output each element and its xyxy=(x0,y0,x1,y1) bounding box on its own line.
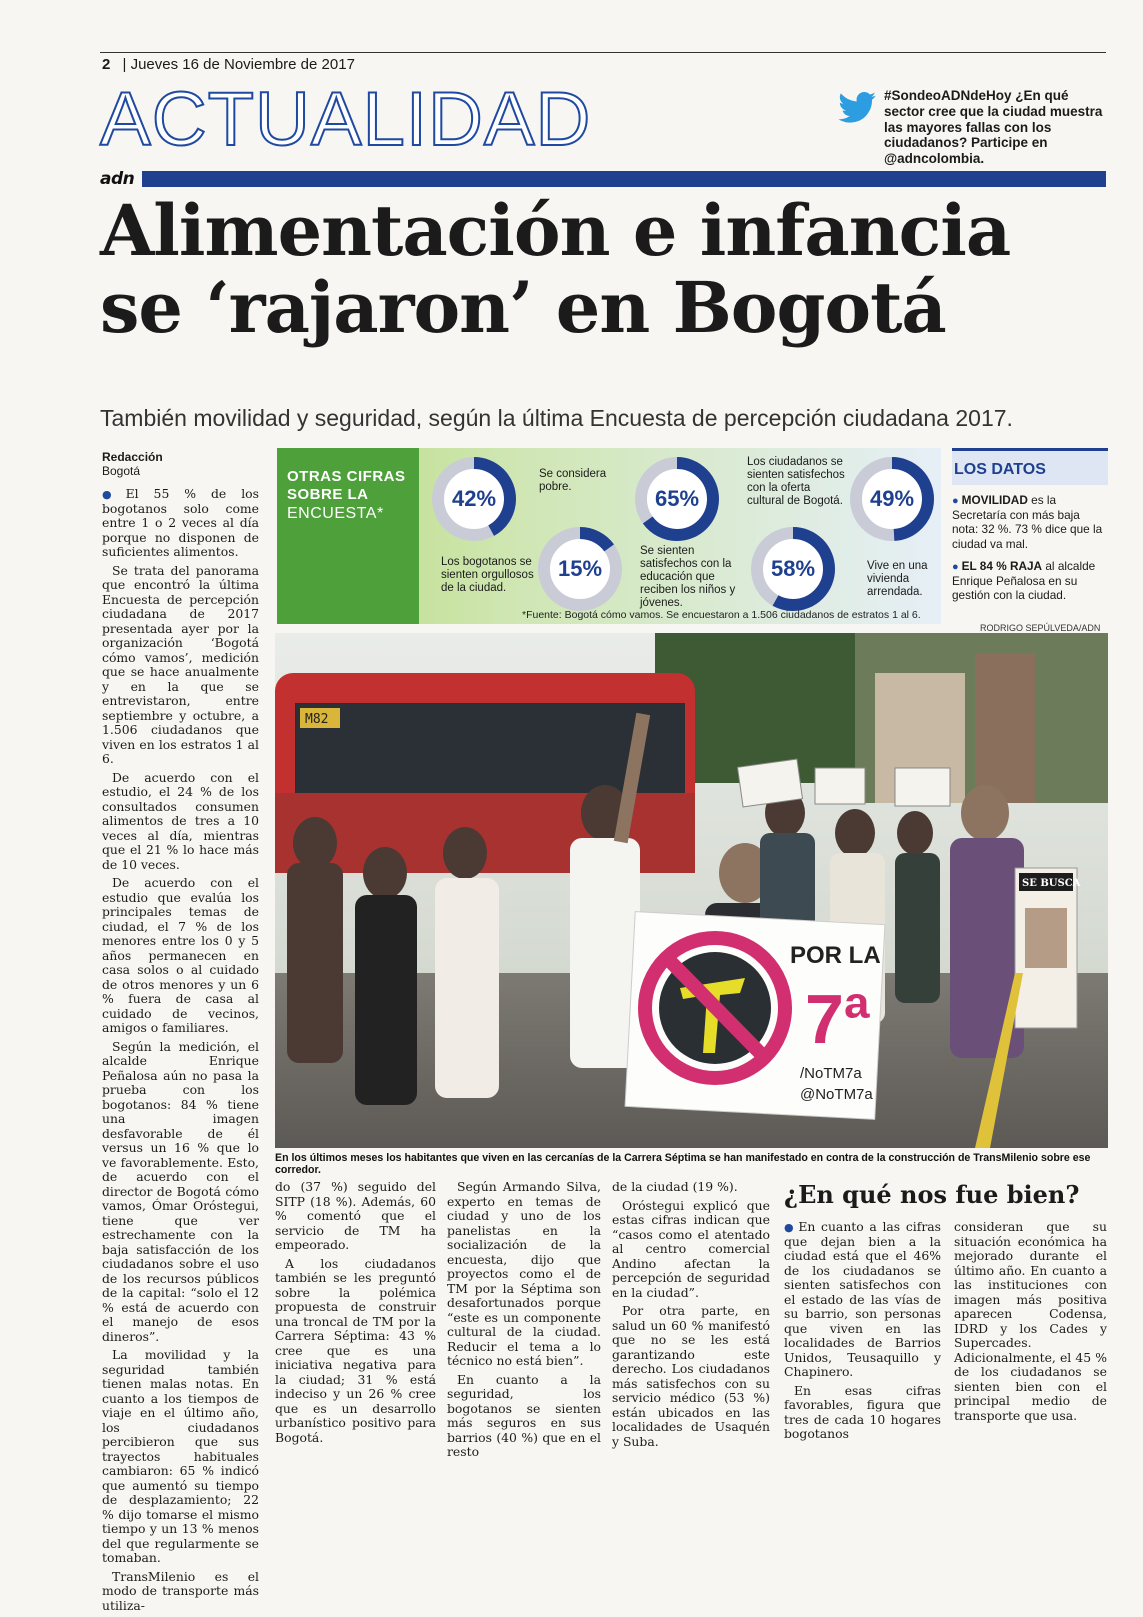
stat-value: 49% xyxy=(869,486,915,511)
infobox-label-line: SOBRE LA xyxy=(287,486,369,503)
paragraph-text: El 55 % de los bogotanos solo come entre 1 o 2 veces al día porque no disponen de suficientes alimentos. xyxy=(102,486,259,560)
stat-caption: Los bogotanos se sienten orgullosos de la ciudad. xyxy=(441,556,534,594)
paragraph: De acuerdo con el estudio, el 24 % de los consultados consumen alimentos de tres a 10 veces al día, mientras que el 21 % lo hace más de 10 veces. xyxy=(102,769,259,872)
stat-caption: Vive en una vivienda arrendada. xyxy=(867,560,928,598)
brand-bar-fill xyxy=(142,171,1106,187)
byline xyxy=(102,450,163,479)
paragraph: En esas cifras favorables, figura que tres de cada 10 hogares bogotanos xyxy=(784,1382,941,1442)
headline-line-2: se ‘rajaron’ en Bogotá xyxy=(100,266,946,349)
paragraph: La movilidad y la seguridad también tienen malas notas. En cuanto a los tiempos de viaje en el último año, los ciudadanos percibieron que sus trayectos habituales cambiaron: 65 % indicó que aumentó su tiempo de desplazamiento; 22 % dijo tomarse el mismo tiempo y un 13 % menos del que regularmente se tomaban. xyxy=(102,1347,259,1566)
twitter-bird-icon xyxy=(838,92,876,122)
adn-logo: adn xyxy=(100,169,135,189)
photo-caption: En los últimos meses los habitantes que viven en las cercanías de la Carrera Séptima se han manifestado en contra de la construcción de TransMilenio sobre ese corredor. xyxy=(275,1152,1091,1176)
stat-value: 15% xyxy=(557,556,603,581)
paragraph: TransMilenio es el modo de transporte más utiliza- xyxy=(102,1568,259,1613)
stat-ring xyxy=(750,526,836,612)
paragraph-text: En cuanto a las cifras que dejan bien a la ciudad está que el 46% de los ciudadanos se sienten satisfechos con el estado de las vías de su barrio, son personas que viven en las localidades de Barrios Unidos, Teusaquillo y Chapinero. xyxy=(784,1219,941,1380)
paragraph: de la ciudad (19 %). xyxy=(612,1179,738,1194)
subhead: ¿En qué nos fue bien? xyxy=(784,1180,1080,1209)
wanted-poster xyxy=(1015,868,1081,1028)
dato-lead: MOVILIDAD xyxy=(961,493,1028,507)
stat-ring xyxy=(849,456,935,542)
sign-text-por-la: POR LA xyxy=(790,942,881,969)
brand-bar xyxy=(100,170,1106,188)
dato-item xyxy=(952,559,1108,603)
paragraph: do (37 %) seguido del SITP (18 %). Además, 60 % comentó que el servicio de TM ha empeorado. xyxy=(275,1179,436,1252)
article-column-3 xyxy=(447,1180,601,1464)
protest-photo-illustration xyxy=(275,633,1108,1148)
dato-text: es la Secretaría con más baja nota: 32 %. 73 % dice que la ciudad va mal. xyxy=(952,493,1103,551)
paragraph: Según la medición, el alcalde Enrique Peñalosa aún no pasa la prueba con los bogotanos: 84 % tiene una imagen desfavorable de él versus un 16 % que lo ve favorablemente. Esto, de acuerdo con el director de Bogotá cómo vamos, Ómar Oróstegui, tiene que ver estrechamente con la baja satisfacción de los ciudadanos sobre el uso de los recursos públicos de la capital: “solo el 12 % está de acuerdo con el manejo de esos dineros”. xyxy=(102,1038,259,1344)
paragraph xyxy=(784,1220,941,1380)
dato-text: al alcalde Enrique Peñalosa en su gestión con la ciudad. xyxy=(952,558,1096,602)
byline-author: Redacción xyxy=(102,450,163,464)
protest-sign xyxy=(625,912,885,1120)
deck: También movilidad y seguridad, según la última Encuesta de percepción ciudadana 2017. xyxy=(100,405,1013,431)
stat-ring xyxy=(634,456,720,542)
sign-facebook: /NoTM7a xyxy=(800,1065,862,1082)
bullet-icon: ● xyxy=(784,1221,796,1234)
page-number: 2 xyxy=(102,56,111,73)
stat-caption: Se considera pobre. xyxy=(539,468,607,493)
stat-value: 42% xyxy=(451,486,497,511)
infobox-label-line: OTRAS CIFRAS xyxy=(287,468,406,485)
article-column-2 xyxy=(275,1180,436,1449)
sign-text-7a: 7ª xyxy=(805,980,870,1058)
sign-twitter: @NoTM7a xyxy=(800,1086,873,1103)
bullet-icon: ● xyxy=(102,488,123,501)
stat-value: 58% xyxy=(770,556,816,581)
paragraph: En cuanto a la seguridad, los bogotanos se sienten más seguros en sus barrios (40 %) que en el resto xyxy=(447,1371,601,1459)
stat-caption: Los ciudadanos se sienten satisfechos con la oferta cultural de Bogotá. xyxy=(747,456,845,507)
paragraph: Por otra parte, en salud un 60 % manifestó que no se les está garantizando este derecho. Los ciudadanos más satisfechos con su servicio médico (53 %) están ubicados en las localidades de Usaquén y Suba. xyxy=(612,1303,770,1449)
bullet-icon: ● xyxy=(952,495,959,507)
paragraph: Se trata del panorama que encontró la última Encuesta de percepción ciudadana de 2017 presentada ayer por la organización ‘Bogotá cómo vamos’, medición que se hace anualmente y en la que se entrevistaron, entre septiembre y octubre, a 1.506 ciudadanos que viven en los estratos 1 al 6. xyxy=(102,562,259,767)
bullet-icon: ● xyxy=(952,560,959,573)
article-column-6 xyxy=(954,1220,1107,1427)
tweet-text: #SondeoADNdeHoy ¿En qué sector cree que la ciudad muestra las mayores fallas con los ciudadanos? Participe en @adncolombia. xyxy=(884,88,1103,167)
poster-text: SE BUSCA xyxy=(1022,878,1081,889)
infobox-source: *Fuente: Bogotá cómo vamos. Se encuestaron a 1.506 ciudadanos de estratos 1 al 6. xyxy=(522,609,921,621)
photo-credit: RODRIGO SEPÚLVEDA/ADN xyxy=(980,623,1101,633)
paragraph: De acuerdo con el estudio que evalúa los principales temas de ciudad, el 7 % de los menores entre los 0 y 5 años permanecen en casa solos o al cuidado de otros menores y un 6 % fuera de casa al cuidado de vecinos, amigos o familiares. xyxy=(102,875,259,1036)
stat-ring xyxy=(431,456,517,542)
stat-caption: Se sienten satisfechos con la educación que reciben los niños y jóvenes. xyxy=(640,545,736,609)
issue-date: Jueves 16 de Noviembre de 2017 xyxy=(130,56,355,73)
dato-item xyxy=(952,493,1108,551)
article-column-4 xyxy=(612,1180,770,1453)
byline-place: Bogotá xyxy=(102,464,141,479)
paragraph xyxy=(102,487,259,560)
folio xyxy=(102,56,355,73)
dato-lead: EL 84 % RAJA xyxy=(961,558,1043,573)
paragraph: A los ciudadanos también se les preguntó sobre la polémica propuesta de construir una troncal de TM por la Carrera Séptima: 43 % cree que es una iniciativa negativa para la ciudad; 31 % está indeciso y un 26 % cree que es un desarrollo urbanístico positivo para Bogotá. xyxy=(275,1255,436,1445)
top-rule xyxy=(100,52,1106,53)
section-title: ACTUALIDAD xyxy=(100,77,592,162)
twitter-prompt[interactable] xyxy=(838,88,1108,167)
paragraph: Según Armando Silva, experto en temas de ciudad y uno de los panelistas en la socialización de la encuesta, dijo que proyectos como el de TM por la Séptima son desafortunados porque “este es un componente cultural de la ciudad. Reducir el tema a lo técnico no está bien”. xyxy=(447,1179,601,1368)
bus-route-label: M82 xyxy=(305,712,329,727)
survey-infobox xyxy=(277,448,941,624)
protest-photo xyxy=(275,633,1108,1148)
stat-ring xyxy=(537,526,623,612)
paragraph: Oróstegui explicó que estas cifras indican que “casos como el atentado al centro comercial Andino afectan la percepción de seguridad en la ciudad”. xyxy=(612,1197,770,1300)
stat-value: 65% xyxy=(654,486,700,511)
los-datos-box xyxy=(952,448,1108,602)
paragraph: consideran que su situación económica ha mejorado durante el último año. En cuanto a las instituciones con imagen más positiva aparecen Codensa, IDRD y los Cades y Supercades. Adicionalmente, el 45 % de los ciudadanos se sienten bien con el principal medio de transporte que usa. xyxy=(954,1219,1107,1423)
infobox-label xyxy=(287,468,406,523)
los-datos-title: LOS DATOS xyxy=(952,448,1108,485)
headline-line-1: Alimentación e infancia xyxy=(100,189,1011,272)
infobox-label-line: ENCUESTA* xyxy=(287,505,384,522)
divider: | xyxy=(122,56,131,73)
headline xyxy=(100,189,1110,349)
article-column-5 xyxy=(784,1220,941,1446)
article-column-1 xyxy=(102,487,259,1617)
